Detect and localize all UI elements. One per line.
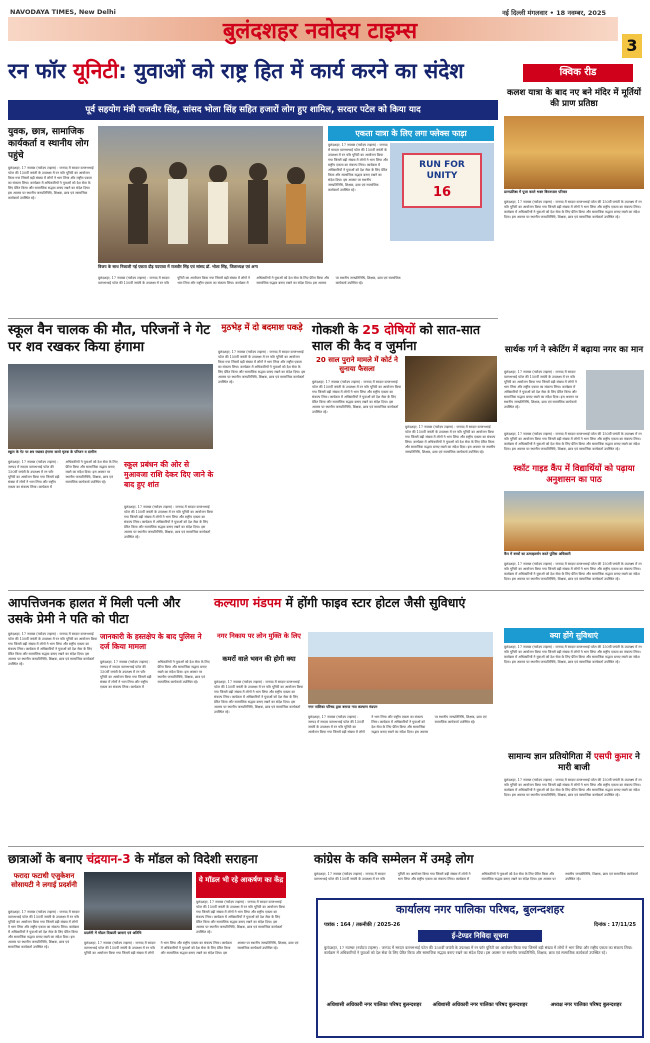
kalyan-part2: में होंगी फाइव स्टार होटल जैसी सुविधाएं [281,595,466,610]
quick-read-text1: बुलंदशहर, 17 नवम्बर (नवोदय टाइम्स) : जनपद में सरदार वल्लभभाई पटेल की 150वीं जयंती के उपलक्ष्य में रन फॉर यूनिटी का आयोजन किया गया जिसमें बड़ी संख्या में लोगों ने भाग लिया और राष्ट्रीय एकता का संकल्प लिया। कार्यक्रम में अधिकारियों ने युवाओं को देश सेवा के लिए प्रेरित किया और सामाजिक सद्भाव बनाए रखने का संदेश दिया। इस अवसर पर स्थानीय जनप्रतिनिधि, शिक्षक, छात्र एवं सामाजिक कार्यकर्ता उपस्थित रहे। [504,200,642,219]
divider [8,590,644,591]
crowd-illustration [98,126,323,263]
kalyan-note: नगर निकाय पर लोन मुक्ति के लिए [217,632,301,640]
gokashi-note: 20 साल पुराने मामले में कोर्ट ने सुनाया फैसला [316,356,398,373]
masthead-title: बुलंदशहर नवोदय टाइम्स [222,19,418,44]
encounter-text: बुलंदशहर, 17 नवम्बर (नवोदय टाइम्स) : जनपद में सरदार वल्लभभाई पटेल की 150वीं जयंती के उपलक्ष्य में रन फॉर यूनिटी का आयोजन किया गया जिसमें बड़ी संख्या में लोगों ने भाग लिया और राष्ट्रीय एकता का संकल्प लिया। कार्यक्रम में अधिकारियों ने युवाओं को देश सेवा के लिए प्रेरित किया और सामाजिक सद्भाव बनाए रखने का संदेश दिया। इस अवसर पर स्थानीय जनप्रतिनिधि, शिक्षक, छात्र एवं सामाजिक कार्यकर्ता उपस्थित रहे। [218,350,306,384]
tender-body: बुलंदशहर, 17 नवम्बर (नवोदय टाइम्स) : जनपद में सरदार वल्लभभाई पटेल की 150वीं जयंती के उपलक्ष्य में रन फॉर यूनिटी का आयोजन किया गया जिसमें बड़ी संख्या में लोगों ने भाग लिया और राष्ट्रीय एकता का संकल्प लिया। कार्यक्रम में अधिकारियों ने युवाओं को देश सेवा के लिए प्रेरित किया और सामाजिक सद्भाव बनाए रखने का संदेश दिया। इस अवसर पर स्थानीय जनप्रतिनिधि, शिक्षक, छात्र एवं सामाजिक कार्यकर्ता उपस्थित रहे। [324,945,633,956]
quick-read-text3: बुलंदशहर, 17 नवम्बर (नवोदय टाइम्स) : जनपद में सरदार वल्लभभाई पटेल की 150वीं जयंती के उपलक्ष्य में रन फॉर यूनिटी का आयोजन किया गया जिसमें बड़ी संख्या में लोगों ने भाग लिया और राष्ट्रीय एकता का संकल्प लिया। कार्यक्रम में अधिकारियों ने युवाओं को देश सेवा के लिए प्रेरित किया और सामाजिक सद्भाव बनाए रखने का संदेश दिया। इस अवसर पर स्थानीय जनप्रतिनिधि, शिक्षक, छात्र एवं सामाजिक कार्यकर्ता उपस्थित रहे। [504,432,642,451]
chandrayaan-text1: बुलंदशहर, 17 नवम्बर (नवोदय टाइम्स) : जनपद में सरदार वल्लभभाई पटेल की 150वीं जयंती के उपलक्ष्य में रन फॉर यूनिटी का आयोजन किया गया जिसमें बड़ी संख्या में लोगों ने भाग लिया और राष्ट्रीय एकता का संकल्प लिया। कार्यक्रम में अधिकारियों ने युवाओं को देश सेवा के लिए प्रेरित किया और सामाजिक सद्भाव बनाए रखने का संदेश दिया। इस अवसर पर स्थानीय जनप्रतिनिधि, शिक्षक, छात्र एवं सामाजिक कार्यकर्ता उपस्थित रहे। [8,910,80,949]
quick-read-headline3: स्कॉट गाइड कैंप में विद्यार्थियों को पढ़ाया अनुशासन का पाठ [513,463,635,484]
chandrayaan-caption: प्रदर्शनी में मॉडल दिखाती छात्राएं एवं अतिथि [84,931,142,935]
lead-side-headline: युवक, छात्र, सामाजिक कार्यकर्ता व स्थानीय लोग पहुंचे [8,127,89,161]
objection-text: बुलंदशहर, 17 नवम्बर (नवोदय टाइम्स) : जनपद में सरदार वल्लभभाई पटेल की 150वीं जयंती के उपलक्ष्य में रन फॉर यूनिटी का आयोजन किया गया जिसमें बड़ी संख्या में लोगों ने भाग लिया और राष्ट्रीय एकता का संकल्प लिया। कार्यक्रम में अधिकारियों ने युवाओं को देश सेवा के लिए प्रेरित किया और सामाजिक सद्भाव बनाए रखने का संदेश दिया। इस अवसर पर स्थानीय जनप्रतिनिधि, शिक्षक, छात्र एवं सामाजिक कार्यकर्ता उपस्थित रहे। [8,632,98,666]
school-van-photo [8,364,213,449]
sp-part1: सामान्य ज्ञान प्रतियोगिता में [508,752,595,762]
lead-photo [98,126,323,263]
lead-side-text: बुलंदशहर, 17 नवम्बर (नवोदय टाइम्स) : जनपद में सरदार वल्लभभाई पटेल की 150वीं जयंती के उपलक्ष्य में रन फॉर यूनिटी का आयोजन किया गया जिसमें बड़ी संख्या में लोगों ने भाग लिया और राष्ट्रीय एकता का संकल्प लिया। कार्यक्रम में अधिकारियों ने युवाओं को देश सेवा के लिए प्रेरित किया और सामाजिक सद्भाव बनाए रखने का संदेश दिया। इस अवसर पर स्थानीय जनप्रतिनिधि, शिक्षक, छात्र एवं सामाजिक कार्यकर्ता उपस्थित रहे। [8,166,94,200]
gokashi-part3: को सात-सात साल की कैद व जुर्माना [312,322,481,353]
gokashi-headline [312,322,497,354]
gokashi-part2: 25 दोषियों [362,322,416,337]
banner-number: 16 [432,185,452,200]
facilities-tab: क्या होंगे सुविधाएं [504,628,644,643]
lead-photo-caption: विजय के साथ निकाली गई एकता दौड़ पदयात्रा में राजवीर सिंह एवं सांसद डॉ. भोला सिंह, जिलाध्यक्ष एवं अन्य [98,264,258,269]
quick-read-text2: बुलंदशहर, 17 नवम्बर (नवोदय टाइम्स) : जनपद में सरदार वल्लभभाई पटेल की 150वीं जयंती के उपलक्ष्य में रन फॉर यूनिटी का आयोजन किया गया जिसमें बड़ी संख्या में लोगों ने भाग लिया और राष्ट्रीय एकता का संकल्प लिया। कार्यक्रम में अधिकारियों ने युवाओं को देश सेवा के लिए प्रेरित किया और सामाजिक सद्भाव बनाए रखने का संदेश दिया। इस अवसर पर स्थानीय जनप्रतिनिधि, शिक्षक, छात्र एवं सामाजिक कार्यकर्ता उपस्थित रहे। [504,370,579,409]
lead-headline-part1: रन फॉर [8,59,74,83]
objection-headline: आपत्तिजनक हालत में मिली पत्नी और उसके प्रेमी ने पति को पीटा [8,595,181,626]
school-side-headline: स्कूल प्रबंधन की ओर से मुआवजा राशि देकर दिए जाने के बाद हुए शांत [124,460,214,489]
quick-read-caption1: प्राणप्रतिष्ठा में पूजा करते भक्त बिरजपाल परिवार [504,190,568,194]
kalyan-photo [308,632,493,704]
kalyan-sub: कमरों वाले भवन की होगी क्या [222,655,296,663]
banner-text: RUN FOR UNITY [419,160,465,181]
complaint-text: बुलंदशहर, 17 नवम्बर (नवोदय टाइम्स) : जनपद में सरदार वल्लभभाई पटेल की 150वीं जयंती के उपलक्ष्य में रन फॉर यूनिटी का आयोजन किया गया जिसमें बड़ी संख्या में लोगों ने भाग लिया और राष्ट्रीय एकता का संकल्प लिया। कार्यक्रम में अधिकारियों ने युवाओं को देश सेवा के लिए प्रेरित किया और सामाजिक सद्भाव बनाए रखने का संदेश दिया। इस अवसर पर स्थानीय जनप्रतिनिधि, शिक्षक, छात्र एवं सामाजिक कार्यकर्ता उपस्थित रहे। [100,660,210,689]
chandrayaan-text2: बुलंदशहर, 17 नवम्बर (नवोदय टाइम्स) : जनपद में सरदार वल्लभभाई पटेल की 150वीं जयंती के उपलक्ष्य में रन फॉर यूनिटी का आयोजन किया गया जिसमें बड़ी संख्या में लोगों ने भाग लिया और राष्ट्रीय एकता का संकल्प लिया। कार्यक्रम में अधिकारियों ने युवाओं को देश सेवा के लिए प्रेरित किया और सामाजिक सद्भाव बनाए रखने का संदेश दिया। इस अवसर पर स्थानीय जनप्रतिनिधि, शिक्षक, छात्र एवं सामाजिक कार्यकर्ता उपस्थित रहे। [196,900,286,934]
tender-box [316,898,644,1038]
quick-read-tab: क्विक रीड [523,64,633,82]
chandrayaan-part1: छात्राओं के बनाए [8,852,87,866]
sp-part2: एसपी कुमार [594,752,633,762]
kalyan-caption: नगर पालिका परिषद द्वारा बनाया गया कल्याण मंडपम [308,705,378,709]
lead-headline-part2: यूनिटी [73,59,119,83]
kalyan-part1: कल्याण मंडपम [214,595,282,610]
quick-read-headline2: सार्थक गर्ग ने स्केटिंग में बढ़ाया नगर का मान [504,345,644,355]
inset-headline: एकता यात्रा के लिए लगा फ्लेक्स फाड़ा [328,126,494,141]
quick-read-caption3: कैंप में बच्चों का उत्साहवर्धन करते पुलिस अधिकारी [504,552,571,556]
congress-headline: कांग्रेस के कवि सम्मेलन में उमड़े लोग [314,852,474,866]
gokashi-text2: बुलंदशहर, 17 नवम्बर (नवोदय टाइम्स) : जनपद में सरदार वल्लभभाई पटेल की 150वीं जयंती के उपलक्ष्य में रन फॉर यूनिटी का आयोजन किया गया जिसमें बड़ी संख्या में लोगों ने भाग लिया और राष्ट्रीय एकता का संकल्प लिया। कार्यक्रम में अधिकारियों ने युवाओं को देश सेवा के लिए प्रेरित किया और सामाजिक सद्भाव बनाए रखने का संदेश दिया। इस अवसर पर स्थानीय जनप्रतिनिधि, शिक्षक, छात्र एवं सामाजिक कार्यकर्ता उपस्थित रहे। [405,425,496,454]
divider [8,318,498,319]
gokashi-text: बुलंदशहर, 17 नवम्बर (नवोदय टाइम्स) : जनपद में सरदार वल्लभभाई पटेल की 150वीं जयंती के उपलक्ष्य में रन फॉर यूनिटी का आयोजन किया गया जिसमें बड़ी संख्या में लोगों ने भाग लिया और राष्ट्रीय एकता का संकल्प लिया। कार्यक्रम में अधिकारियों ने युवाओं को देश सेवा के लिए प्रेरित किया और सामाजिक सद्भाव बनाए रखने का संदेश दिया। इस अवसर पर स्थानीय जनप्रतिनिधि, शिक्षक, छात्र एवं सामाजिक कार्यकर्ता उपस्थित रहे। [312,380,402,414]
encounter-headline: मुठभेड़ में दो बदमाश पकड़े [221,322,303,332]
tender-signature1: अधिशासी अधिकारी नगर पालिका परिषद बुलन्दशहर [326,1002,422,1008]
school-side-text: बुलंदशहर, 17 नवम्बर (नवोदय टाइम्स) : जनपद में सरदार वल्लभभाई पटेल की 150वीं जयंती के उपलक्ष्य में रन फॉर यूनिटी का आयोजन किया गया जिसमें बड़ी संख्या में लोगों ने भाग लिया और राष्ट्रीय एकता का संकल्प लिया। कार्यक्रम में अधिकारियों ने युवाओं को देश सेवा के लिए प्रेरित किया और सामाजिक सद्भाव बनाए रखने का संदेश दिया। इस अवसर पर स्थानीय जनप्रतिनिधि, शिक्षक, छात्र एवं सामाजिक कार्यकर्ता उपस्थित रहे। [124,505,214,539]
facilities-text: बुलंदशहर, 17 नवम्बर (नवोदय टाइम्स) : जनपद में सरदार वल्लभभाई पटेल की 150वीं जयंती के उपलक्ष्य में रन फॉर यूनिटी का आयोजन किया गया जिसमें बड़ी संख्या में लोगों ने भाग लिया और राष्ट्रीय एकता का संकल्प लिया। कार्यक्रम में अधिकारियों ने युवाओं को देश सेवा के लिए प्रेरित किया और सामाजिक सद्भाव बनाए रखने का संदेश दिया। इस अवसर पर स्थानीय जनप्रतिनिधि, शिक्षक, छात्र एवं सामाजिक कार्यकर्ता उपस्थित रहे। [504,645,642,664]
quick-read-photo3 [504,491,644,551]
school-van-caption: स्कूल के गेट पर शव रखकर हंगामा करते मृतक के परिजन व ग्रामीण [8,450,97,454]
lead-body: बुलंदशहर, 17 नवम्बर (नवोदय टाइम्स) : जनपद में सरदार वल्लभभाई पटेल की 150वीं जयंती के उपलक्ष्य में रन फॉर यूनिटी का आयोजन किया गया जिसमें बड़ी संख्या में लोगों ने भाग लिया और राष्ट्रीय एकता का संकल्प लिया। कार्यक्रम में अधिकारियों ने युवाओं को देश सेवा के लिए प्रेरित किया और सामाजिक सद्भाव बनाए रखने का संदेश दिया। इस अवसर पर स्थानीय जनप्रतिनिधि, शिक्षक, छात्र एवं सामाजिक कार्यकर्ता उपस्थित रहे। [98,276,401,285]
school-van-text: बुलंदशहर, 17 नवम्बर (नवोदय टाइम्स) : जनपद में सरदार वल्लभभाई पटेल की 150वीं जयंती के उपलक्ष्य में रन फॉर यूनिटी का आयोजन किया गया जिसमें बड़ी संख्या में लोगों ने भाग लिया और राष्ट्रीय एकता का संकल्प लिया। कार्यक्रम में अधिकारियों ने युवाओं को देश सेवा के लिए प्रेरित किया और सामाजिक सद्भाव बनाए रखने का संदेश दिया। इस अवसर पर स्थानीय जनप्रतिनिधि, शिक्षक, छात्र एवं सामाजिक कार्यकर्ता उपस्थित रहे। [8,460,118,489]
divider [8,846,644,847]
date-line: नई दिल्ली मंगलवार • 18 नवम्बर, 2025 [502,9,606,17]
gavel-photo [405,356,497,422]
sp-text: बुलंदशहर, 17 नवम्बर (नवोदय टाइम्स) : जनपद में सरदार वल्लभभाई पटेल की 150वीं जयंती के उपलक्ष्य में रन फॉर यूनिटी का आयोजन किया गया जिसमें बड़ी संख्या में लोगों ने भाग लिया और राष्ट्रीय एकता का संकल्प लिया। कार्यक्रम में अधिकारियों ने युवाओं को देश सेवा के लिए प्रेरित किया और सामाजिक सद्भाव बनाए रखने का संदेश दिया। इस अवसर पर स्थानीय जनप्रतिनिधि, शिक्षक, छात्र एवं सामाजिक कार्यकर्ता उपस्थित रहे। [504,778,642,797]
inset-banner-photo [390,143,494,241]
tender-ref: पत्रांक : 164 / तकनीकी / 2025-26 [324,922,401,928]
chandrayaan-part3: के मॉडल को विदेशी सराहना [130,852,258,866]
masthead [0,0,650,55]
banner-board [402,153,482,208]
tender-date: दिनांक : 17/11/25 [594,922,636,928]
chandrayaan-part2: चंद्रयान-3 [86,852,131,866]
tender-notice: ई-टेण्डर निविदा सूचना [418,930,542,942]
lead-subline: पूर्व सहयोग मंत्री राजवीर सिंह, सांसद भोला सिंह सहित हजारों लोग हुए शामिल, सरदार पटेल को किया याद [8,100,498,120]
tender-signature3: अध्यक्ष नगर पालिका परिषद बुलन्दशहर [550,1002,622,1008]
complaint-headline: जानकारी के हस्तक्षेप के बाद पुलिस ने दर्ज किया मामला [100,632,202,651]
fake-tab: फरादा फटाधी एजुकेशन सोसायटी ने लगाई प्रदर्शनी [11,872,77,889]
tender-signature2: अधिशासी अधिकारी नगर पालिका परिषद बुलन्दशहर [432,1002,528,1008]
sp-part3: ने मारी बाजी [558,752,640,773]
chandrayaan-photo [84,872,192,930]
chandrayaan-headline [8,852,308,867]
kalyan-text: बुलंदशहर, 17 नवम्बर (नवोदय टाइम्स) : जनपद में सरदार वल्लभभाई पटेल की 150वीं जयंती के उपलक्ष्य में रन फॉर यूनिटी का आयोजन किया गया जिसमें बड़ी संख्या में लोगों ने भाग लिया और राष्ट्रीय एकता का संकल्प लिया। कार्यक्रम में अधिकारियों ने युवाओं को देश सेवा के लिए प्रेरित किया और सामाजिक सद्भाव बनाए रखने का संदेश दिया। इस अवसर पर स्थानीय जनप्रतिनिधि, शिक्षक, छात्र एवं सामाजिक कार्यकर्ता उपस्थित रहे। [214,680,304,714]
quick-read-headline1: कलश यात्रा के बाद नए बने मंदिर में मूर्तियों की प्राण प्रतिष्ठा [507,88,641,109]
school-van-headline: स्कूल वैन चालक की मौत, परिजनों ने गेट पर शव रखकर किया हंगामा [8,322,211,355]
lead-headline [8,60,498,84]
chandrayaan-badge: ये मॉडल भी रहे आकर्षण का केंद्र [196,872,286,898]
quick-read-photo2 [586,370,644,430]
lead-headline-part3: : युवाओं को राष्ट्र हित में कार्य करने का संदेश [118,59,464,83]
chandrayaan-text3: बुलंदशहर, 17 नवम्बर (नवोदय टाइम्स) : जनपद में सरदार वल्लभभाई पटेल की 150वीं जयंती के उपलक्ष्य में रन फॉर यूनिटी का आयोजन किया गया जिसमें बड़ी संख्या में लोगों ने भाग लिया और राष्ट्रीय एकता का संकल्प लिया। कार्यक्रम में अधिकारियों ने युवाओं को देश सेवा के लिए प्रेरित किया और सामाजिक सद्भाव बनाए रखने का संदेश दिया। इस अवसर पर स्थानीय जनप्रतिनिधि, शिक्षक, छात्र एवं सामाजिक कार्यकर्ता उपस्थित रहे। [84,941,299,955]
quick-read-text4: बुलंदशहर, 17 नवम्बर (नवोदय टाइम्स) : जनपद में सरदार वल्लभभाई पटेल की 150वीं जयंती के उपलक्ष्य में रन फॉर यूनिटी का आयोजन किया गया जिसमें बड़ी संख्या में लोगों ने भाग लिया और राष्ट्रीय एकता का संकल्प लिया। कार्यक्रम में अधिकारियों ने युवाओं को देश सेवा के लिए प्रेरित किया और सामाजिक सद्भाव बनाए रखने का संदेश दिया। इस अवसर पर स्थानीय जनप्रतिनिधि, शिक्षक, छात्र एवं सामाजिक कार्यकर्ता उपस्थित रहे। [504,562,642,581]
quick-read-photo1 [504,116,644,189]
edition-label: NAVODAYA TIMES, New Delhi [10,8,116,16]
inset-text: बुलंदशहर, 17 नवम्बर (नवोदय टाइम्स) : जनपद में सरदार वल्लभभाई पटेल की 150वीं जयंती के उपलक्ष्य में रन फॉर यूनिटी का आयोजन किया गया जिसमें बड़ी संख्या में लोगों ने भाग लिया और राष्ट्रीय एकता का संकल्प लिया। कार्यक्रम में अधिकारियों ने युवाओं को देश सेवा के लिए प्रेरित किया और सामाजिक सद्भाव बनाए रखने का संदेश दिया। इस अवसर पर स्थानीय जनप्रतिनिधि, शिक्षक, छात्र एवं सामाजिक कार्यकर्ता उपस्थित रहे। [328,143,388,192]
kalyan-text2: बुलंदशहर, 17 नवम्बर (नवोदय टाइम्स) : जनपद में सरदार वल्लभभाई पटेल की 150वीं जयंती के उपलक्ष्य में रन फॉर यूनिटी का आयोजन किया गया जिसमें बड़ी संख्या में लोगों ने भाग लिया और राष्ट्रीय एकता का संकल्प लिया। कार्यक्रम में अधिकारियों ने युवाओं को देश सेवा के लिए प्रेरित किया और सामाजिक सद्भाव बनाए रखने का संदेश दिया। इस अवसर पर स्थानीय जनप्रतिनिधि, शिक्षक, छात्र एवं सामाजिक कार्यकर्ता उपस्थित रहे। [308,715,487,734]
tender-title: कार्यालय नगर पालिका परिषद, बुलन्दशहर [396,903,564,916]
sp-headline [504,752,644,774]
gokashi-part1: गोकशी के [312,322,363,337]
page-number: 3 [622,34,642,58]
congress-text: बुलंदशहर, 17 नवम्बर (नवोदय टाइम्स) : जनपद में सरदार वल्लभभाई पटेल की 150वीं जयंती के उपलक्ष्य में रन फॉर यूनिटी का आयोजन किया गया जिसमें बड़ी संख्या में लोगों ने भाग लिया और राष्ट्रीय एकता का संकल्प लिया। कार्यक्रम में अधिकारियों ने युवाओं को देश सेवा के लिए प्रेरित किया और सामाजिक सद्भाव बनाए रखने का संदेश दिया। इस अवसर पर स्थानीय जनप्रतिनिधि, शिक्षक, छात्र एवं सामाजिक कार्यकर्ता उपस्थित रहे। [314,872,638,881]
kalyan-headline [214,595,504,611]
